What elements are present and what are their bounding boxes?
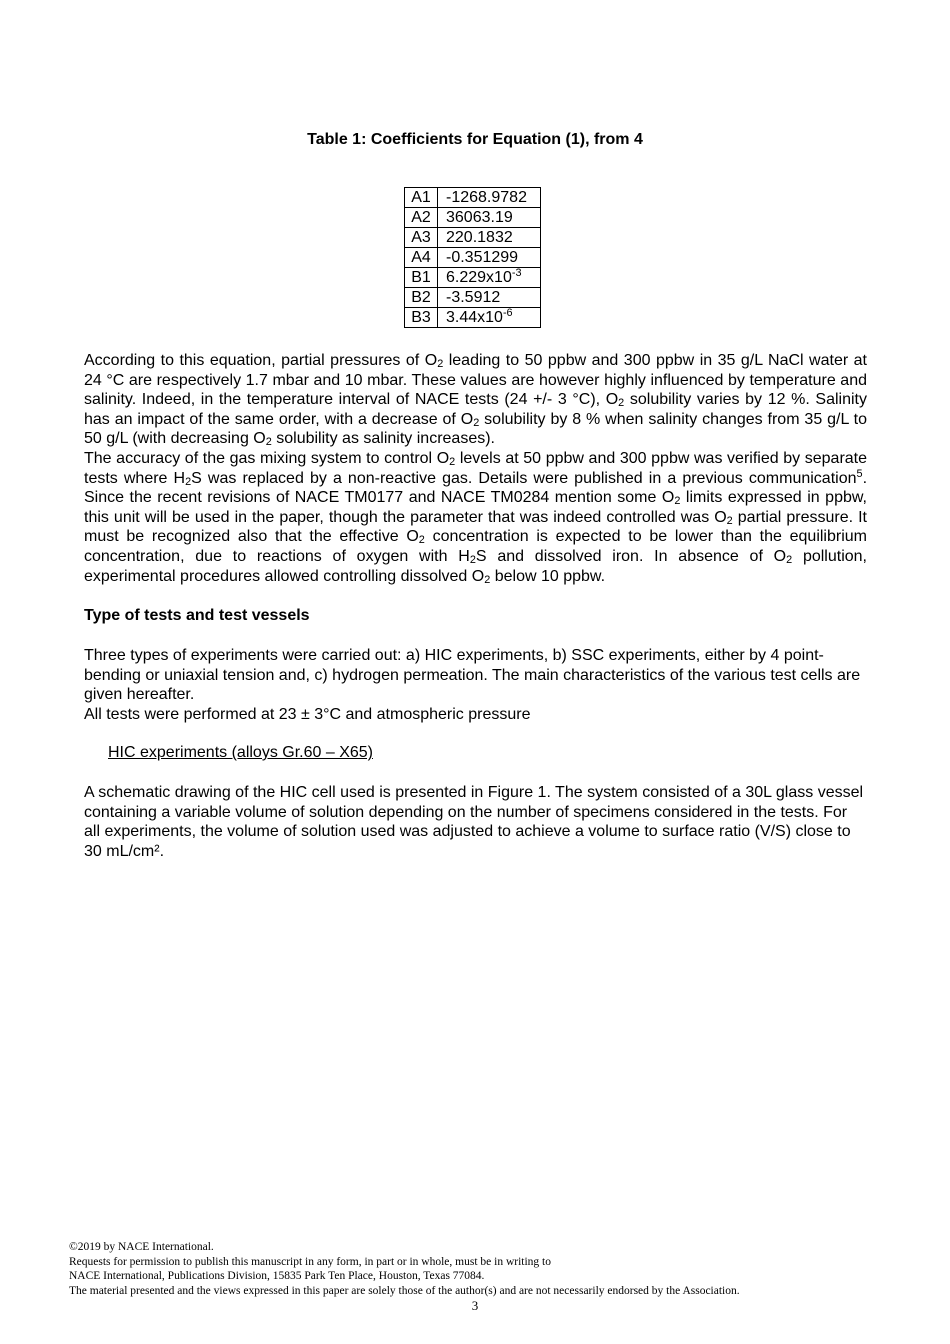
subsection-heading: HIC experiments (alloys Gr.60 – X65) xyxy=(108,744,373,761)
table-row xyxy=(405,228,541,248)
footer-line: Requests for permission to publish this manuscript in any form, in part or in whole, must be in writing to xyxy=(69,1255,551,1268)
coef-name: B1 xyxy=(405,268,438,288)
coef-name: A3 xyxy=(405,228,438,248)
body-paragraph: The accuracy of the gas mixing system to control $O_2$ levels at 50 ppbw and 300 ppbw was verified by separate tests where $H_2S$ was replaced by a non-reactive gas. Details were published in a previous communication$^5$. Since the recent revisions of NACE TM0177 and NACE TM0284 mention some $O_2$ limits expressed in ppbw, this unit will be used in the paper, though the parameter that was indeed controlled was $O_2$ partial pressure. It must be recognized also that the effective $O_2$ concentration is expected to be lower than the equilibrium concentration, due to reactions of oxygen with $H_2S$ and dissolved iron. In absence of $O_2$ pollution, experimental procedures allowed controlling dissolved $O_2$ below 10 ppbw. xyxy=(84,450,868,586)
coef-value: -1268.9782 xyxy=(438,188,541,208)
body-paragraph: According to this equation, partial pressures of $O_2$ leading to 50 ppbw and 300 ppbw in 35 g/L NaCl water at 24 °C are respectively 1.7 mbar and 10 mbar. These values are however highly influenced by temperature and salinity. Indeed, in the temperature interval of NACE tests (24 +/- 3 °C), $O_2$ solubility varies by 12 %. Salinity has an impact of the same order, with a decrease of $O_2$ solubility by 8 % when salinity changes from 35 g/L to 50 g/L (with decreasing $O_2$ solubility as salinity increases). xyxy=(84,352,868,449)
coef-value: 220.1832 xyxy=(438,228,541,248)
coef-value: $3.44x10^{-6}$ xyxy=(438,308,541,328)
table-row xyxy=(405,248,541,268)
coef-value: -0.351299 xyxy=(438,248,541,268)
coef-name: A2 xyxy=(405,208,438,228)
copyright-line: ©2019 by NACE International. xyxy=(69,1241,214,1253)
table-row xyxy=(405,268,541,288)
body-paragraph: A schematic drawing of the HIC cell used is presented in Figure 1. The system consisted of a 30L glass vessel containing a variable volume of solution depending on the number of specimens considered in the tests. For all experiments, the volume of solution used was adjusted to achieve a volume to surface ratio (V/S) close to 30 mL/cm². xyxy=(84,784,864,860)
body-paragraph: All tests were performed at 23 ± 3°C and atmospheric pressure xyxy=(84,706,531,723)
footer-line: NACE International, Publications Division, 15835 Park Ten Place, Houston, Texas 77084. xyxy=(69,1270,485,1282)
coef-value: 36063.19 xyxy=(438,208,541,228)
body-paragraph: Three types of experiments were carried out: a) HIC experiments, b) SSC experiments, either by 4 point-bending or uniaxial tension and, c) hydrogen permeation. The main characteristics of the various test cells are given hereafter. xyxy=(84,647,861,704)
section-heading: Type of tests and test vessels xyxy=(84,607,310,624)
table-row xyxy=(405,188,541,208)
table-row xyxy=(405,288,541,308)
coef-value: -3.5912 xyxy=(438,288,541,308)
coef-name: B3 xyxy=(405,308,438,328)
footer-line: The material presented and the views expressed in this paper are solely those of the author(s) and are not necessarily endorsed by the Association. xyxy=(69,1284,740,1297)
table-row xyxy=(405,208,541,228)
coef-name: A1 xyxy=(405,188,438,208)
coef-name: B2 xyxy=(405,288,438,308)
coef-name: A4 xyxy=(405,248,438,268)
coef-value: $6.229x10^{-3}$ xyxy=(438,268,541,288)
table-row xyxy=(405,308,541,328)
table-caption: Table 1: Coefficients for Equation (1), from 4 xyxy=(307,131,643,148)
coefficients-table xyxy=(404,187,541,328)
page-number: 3 xyxy=(471,1298,479,1313)
footer xyxy=(69,1240,881,1314)
